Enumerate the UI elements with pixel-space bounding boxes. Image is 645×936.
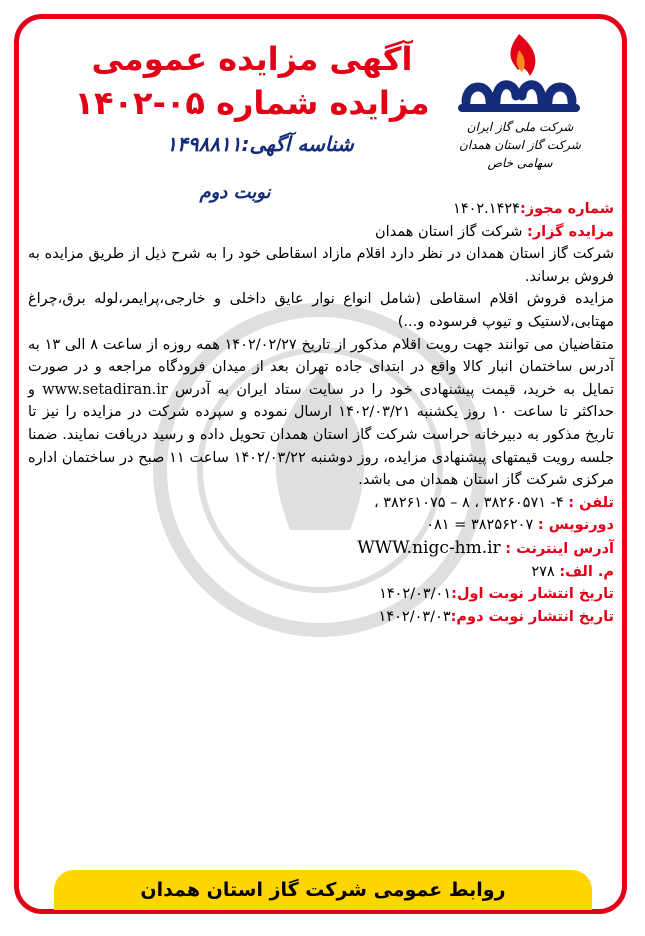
pub2-line [28, 606, 614, 629]
permit-line [28, 198, 614, 221]
web-label: آدرس اینترنت : [505, 540, 614, 557]
auctioneer-value: شرکت گاز استان همدان [375, 223, 523, 240]
fax-value: ۳۸۲۵۶۲۰۷ = ۰۸۱ [426, 517, 534, 534]
pub2-label: تاریخ انتشار نوبت دوم: [450, 608, 614, 625]
pub1-value: ۱۴۰۲/۰۳/۰۱ [379, 586, 452, 603]
auctioneer-line [28, 221, 614, 244]
auction-number: مزایده شماره ۰۵-۱۴۰۲ [74, 84, 430, 122]
company-line-3: سهامی خاص [487, 156, 553, 170]
auctioneer-label: مزایده گزار: [527, 223, 614, 240]
company-name-block [440, 118, 600, 172]
phone-line [28, 492, 614, 515]
ad-body [28, 198, 614, 628]
flame-logo-icon [452, 30, 587, 120]
company-line-1: شرکت ملی گاز ایران [466, 120, 574, 134]
pub1-line [28, 583, 614, 606]
headline [62, 38, 442, 124]
setad-link[interactable]: www.setadiran.ir [42, 381, 168, 398]
fax-line [28, 514, 614, 537]
ma-label: م. الف: [559, 563, 614, 580]
ma-line [28, 561, 614, 584]
permit-label: شماره مجوز: [519, 201, 614, 217]
ma-value: ۲۷۸ [531, 563, 555, 580]
publication-round: نوبت دوم [199, 182, 271, 203]
phone-label: تلفن : [568, 494, 614, 511]
paragraph-items: مزایده فروش اقلام اسقاطی (شامل انواع نوار عایق داخلی و خارجی،پرایمر،لوله برق،چراغ مهتابی،لاستیک و تیوپ فرسوده و...) [28, 291, 614, 330]
pub2-value: ۱۴۰۲/۰۳/۰۳ [378, 608, 451, 625]
pub1-label: تاریخ انتشار نوبت اول: [451, 586, 614, 603]
phone-value: ۴- ۳۸۲۶۰۵۷۱ ، ۸ – ۳۸۲۶۱۰۷۵ ، [373, 494, 564, 511]
page-title: آگهی مزایده عمومی [91, 40, 413, 78]
fax-label: دورنویس : [537, 517, 614, 534]
paragraph-terms [28, 334, 614, 492]
ad-id: شناسه آگهی:۱۴۹۸۸۱۱ [166, 132, 354, 156]
permit-value: ۱۴۰۲.۱۴۲۴ [453, 201, 520, 217]
web-link[interactable]: WWW.nigc-hm.ir [357, 537, 501, 558]
company-line-2: شرکت گاز استان همدان [459, 138, 581, 152]
terms-part-1: متقاضیان می توانند جهت رویت اقلام مذکور از تاریخ ۱۴۰۲/۰۲/۲۷ همه روزه از ساعت ۸ الی ۱۳ به آدرس ساختمان انبار کالا واقع در ابتدای جاده تهران بعد از میدان فرودگاه مراجعه و در صورت تمایل به خرید، قیمت پیشنهادی خود را در سایت ستاد ایران به آدرس [28, 336, 615, 398]
web-line [28, 537, 614, 561]
footer-banner: روابط عمومی شرکت گاز استان همدان [54, 870, 592, 910]
terms-part-2: و حداکثر تا ساعت ۱۰ روز یکشنبه ۱۴۰۲/۰۳/۲۱ ارسال نموده و سپرده شرکت در مزایده را نیز تا تاریخ مذکور به دبیرخانه حراست شرکت گاز استان همدان تحویل داده و رسید دریافت نمایند. ضمنا جلسه رویت قیمتهای پیشنهادی مزایده، روز دوشنبه ۱۴۰۲/۰۳/۲۲ ساعت ۱۱ صبح در ساختمان اداره مرکزی شرکت گاز استان همدان می باشد. [28, 381, 614, 489]
paragraph-intro: شرکت گاز استان همدان در نظر دارد اقلام مازاد اسقاطی خود را به شرح ذیل از طریق مزایده به فروش برساند. [28, 246, 614, 285]
